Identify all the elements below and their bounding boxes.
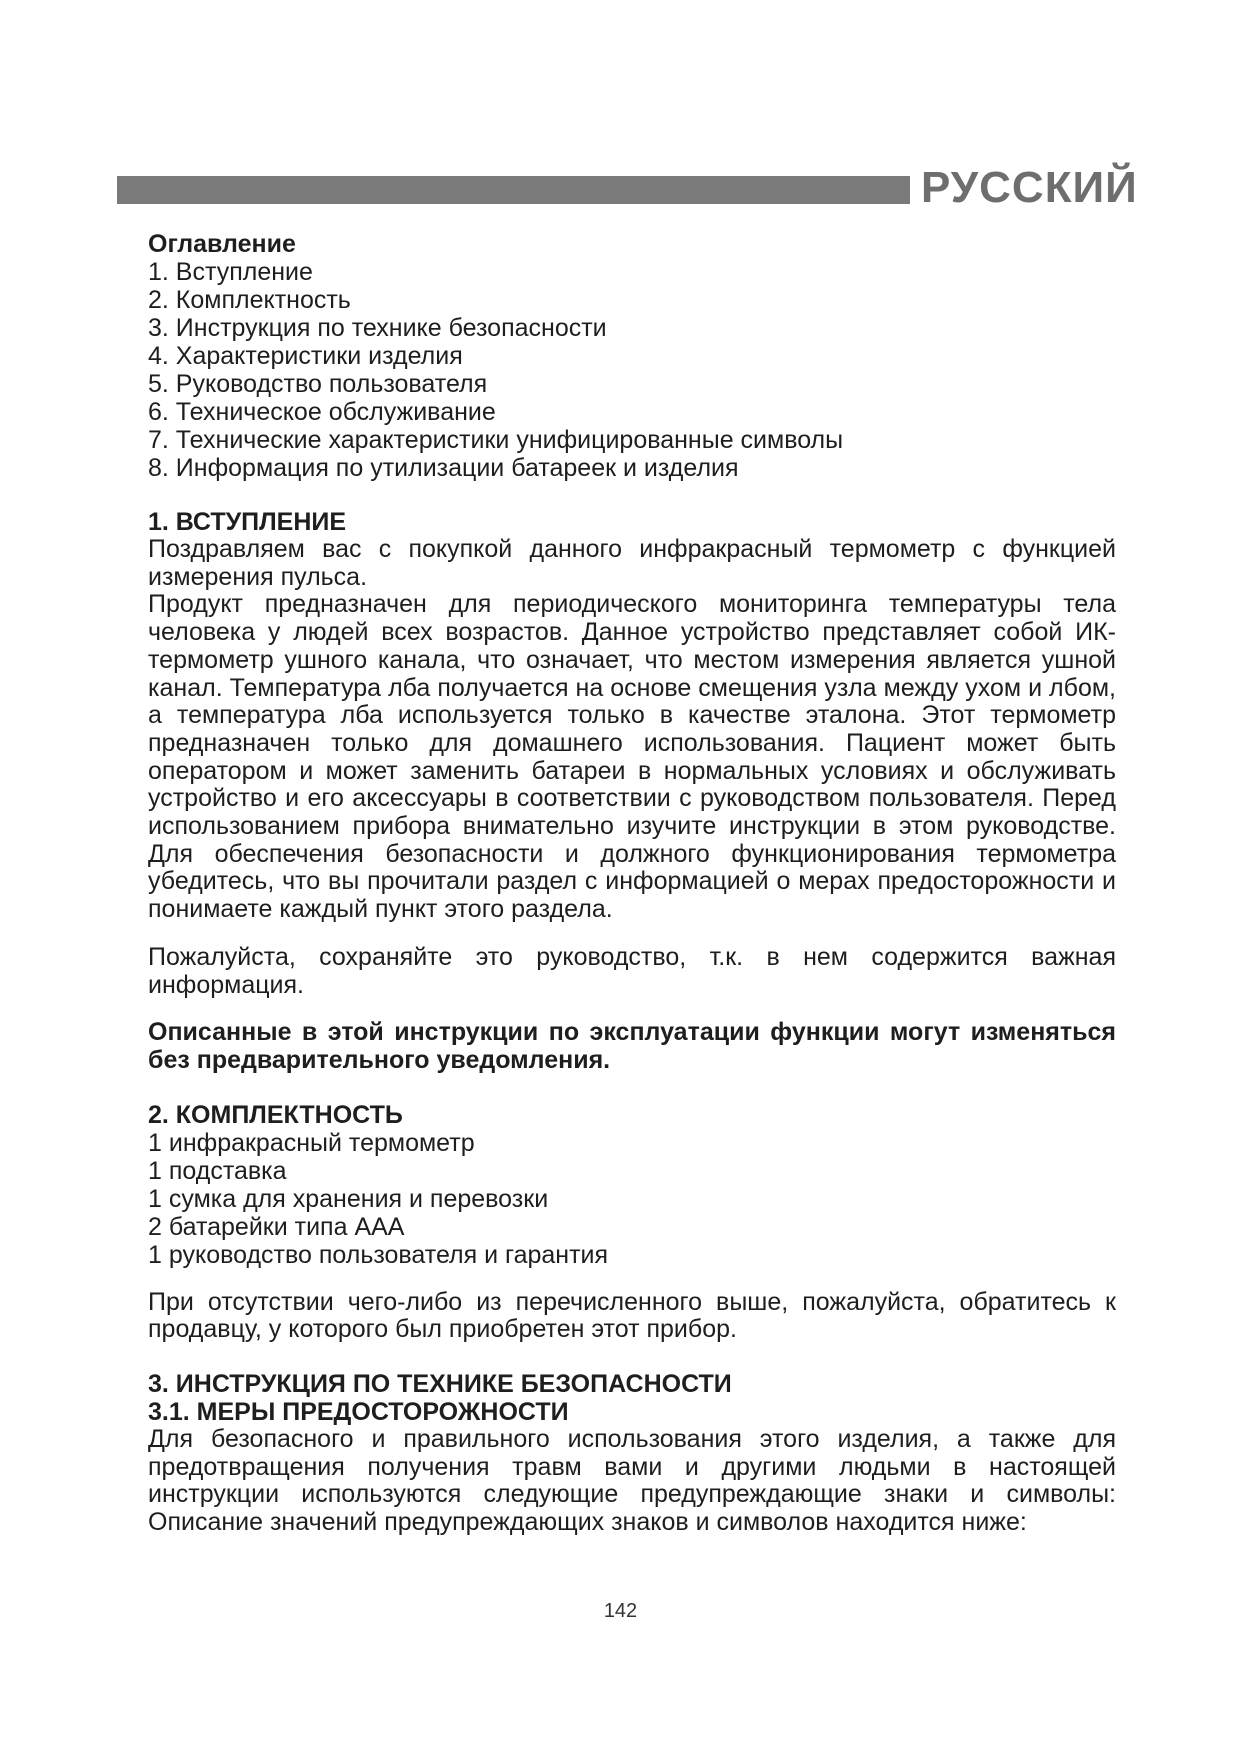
toc-item: 8. Информация по утилизации батареек и изделия xyxy=(148,454,739,482)
section3-subheading: 3.1. МЕРЫ ПРЕДОСТОРОЖНОСТИ xyxy=(148,1398,569,1427)
header-bar xyxy=(117,176,910,204)
kit-item: 1 сумка для хранения и перевозки xyxy=(148,1184,549,1213)
language-title: РУССКИЙ xyxy=(921,163,1138,212)
toc-title: Оглавление xyxy=(148,230,296,258)
toc-item: 4. Характеристики изделия xyxy=(148,342,463,370)
section2-heading: 2. КОМПЛЕКТНОСТЬ xyxy=(148,1100,403,1129)
section1-paragraph: Продукт предназначен для периодического мониторинга температуры тела человека у людей всех возрастов. Данное устройство представляет собой ИК-термометр ушного канала, что означает, что местом измерения является ушной канал. Температура лба получается на основе смещения узла между ухом и лбом, а температура лба используется только в качестве эталона. Этот термометр предназначен только для домашнего использования. Пациент может быть оператором и может заменить батареи в нормальных условиях и обслуживать устройство и его аксессуары в соответствии с руководством пользователя. Перед использованием прибора внимательно изучите инструкции в этом руководстве. Для обеспечения безопасности и должного функционирования термометра убедитесь, что вы прочитали раздел с информацией о мерах предосторожности и понимаете каждый пункт этого раздела. xyxy=(148,590,1116,924)
toc-item: 7. Технические характеристики унифицированные символы xyxy=(148,426,844,454)
toc-item: 1. Вступление xyxy=(148,258,313,286)
toc-item: 5. Руководство пользователя xyxy=(148,370,488,398)
section2-note: При отсутствии чего-либо из перечисленного выше, пожалуйста, обратитесь к продавцу, у которого был приобретен этот прибор. xyxy=(148,1287,1116,1344)
section1-paragraph: Поздравляем вас с покупкой данного инфракрасный термометр с функцией измерения пульса. xyxy=(148,535,1116,591)
kit-item: 2 батарейки типа AAA xyxy=(148,1212,405,1241)
toc-item: 2. Комплектность xyxy=(148,286,351,314)
kit-item: 1 инфракрасный термометр xyxy=(148,1128,475,1157)
page-content xyxy=(148,230,1116,1537)
section3-paragraph: Для безопасного и правильного использования этого изделия, а также для предотвращения получения травм вами и другими людьми в настоящей инструкции используются следующие предупреждающие знаки и символы: Описание значений предупреждающих знаков и символов находится ниже: xyxy=(148,1425,1116,1537)
section1-paragraph: Пожалуйста, сохраняйте это руководство, т.к. в нем содержится важная информация. xyxy=(148,942,1116,999)
section3-heading: 3. ИНСТРУКЦИЯ ПО ТЕХНИКЕ БЕЗОПАСНОСТИ xyxy=(148,1370,732,1399)
kit-item: 1 руководство пользователя и гарантия xyxy=(148,1240,609,1269)
kit-item: 1 подставка xyxy=(148,1156,287,1185)
toc-item: 6. Техническое обслуживание xyxy=(148,398,496,426)
section1-heading: 1. ВСТУПЛЕНИЕ xyxy=(148,508,347,536)
toc-item: 3. Инструкция по технике безопасности xyxy=(148,314,607,342)
page-number: 142 xyxy=(603,1600,638,1622)
section1-notice: Описанные в этой инструкции по эксплуатации функции могут изменяться без предварительного уведомления. xyxy=(148,1018,1116,1074)
